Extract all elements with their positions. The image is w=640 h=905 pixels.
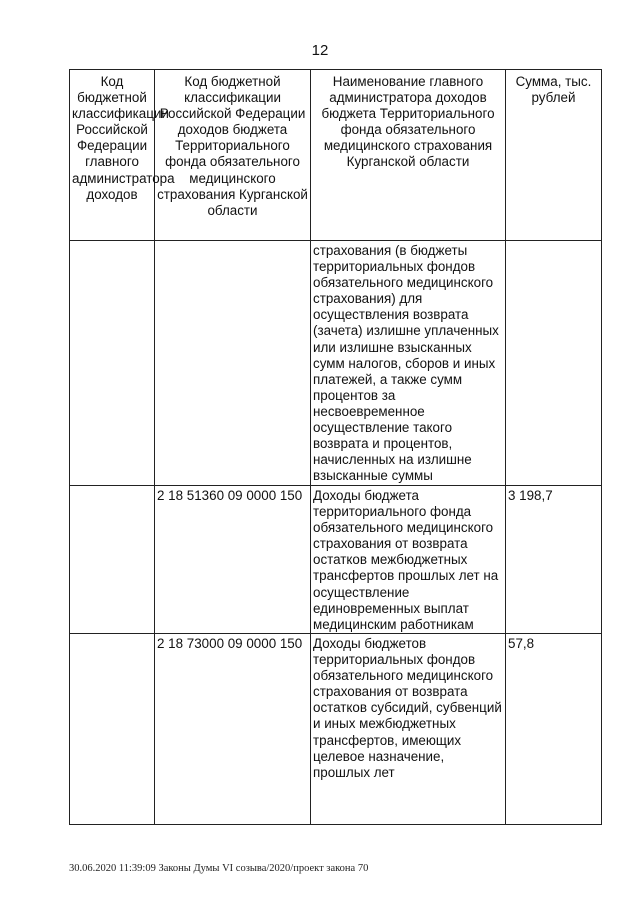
header-amount: Сумма, тыс. рублей <box>506 70 602 241</box>
header-administrator-name: Наименование главного администратора доходов бюджета Территориального фонда обязательного медицинского страхования Курганской области <box>311 70 506 241</box>
cell-amount <box>506 241 602 486</box>
table-row <box>70 634 602 825</box>
cell-admin-code <box>70 634 155 825</box>
cell-revenue-code <box>155 241 311 486</box>
page-number: 12 <box>311 42 329 59</box>
cell-name: страхования (в бюджеты территориальных фондов обязательного медицинского страхования) для осуществления возврата (зачета) излишне уплаченных или излишне взысканных сумм налогов, сборов и иных платежей, а также сумм процентов за несвоевременное осуществление такого возврата и процентов, начисленных на излишне взысканные суммы <box>311 241 506 486</box>
cell-admin-code <box>70 486 155 634</box>
cell-amount: 57,8 <box>506 634 602 825</box>
cell-name: Доходы бюджета территориального фонда обязательного медицинского страхования от возврата остатков межбюджетных трансфертов прошлых лет на осуществление единовременных выплат медицинским работникам <box>311 486 506 634</box>
header-admin-code: Код бюджетной классификации Российской Федерации главного администратора доходов <box>70 70 155 241</box>
table-header-row <box>70 70 602 241</box>
revenue-table <box>69 69 602 825</box>
table-row <box>70 241 602 486</box>
header-revenue-code: Код бюджетной классификации Российской Федерации доходов бюджета Территориального фонда обязательного медицинского страхования Курганской области <box>155 70 311 241</box>
cell-name: Доходы бюджетов территориальных фондов обязательного медицинского страхования от возврата остатков субсидий, субвенций и иных межбюджетных трансфертов, имеющих целевое назначение, прошлых лет <box>311 634 506 825</box>
cell-amount: 3 198,7 <box>506 486 602 634</box>
cell-revenue-code: 2 18 73000 09 0000 150 <box>155 634 311 825</box>
table-row <box>70 486 602 634</box>
cell-admin-code <box>70 241 155 486</box>
footer-document-stamp: 30.06.2020 11:39:09 Законы Думы VI созыва/2020/проект закона 70 <box>69 863 369 874</box>
cell-revenue-code: 2 18 51360 09 0000 150 <box>155 486 311 634</box>
